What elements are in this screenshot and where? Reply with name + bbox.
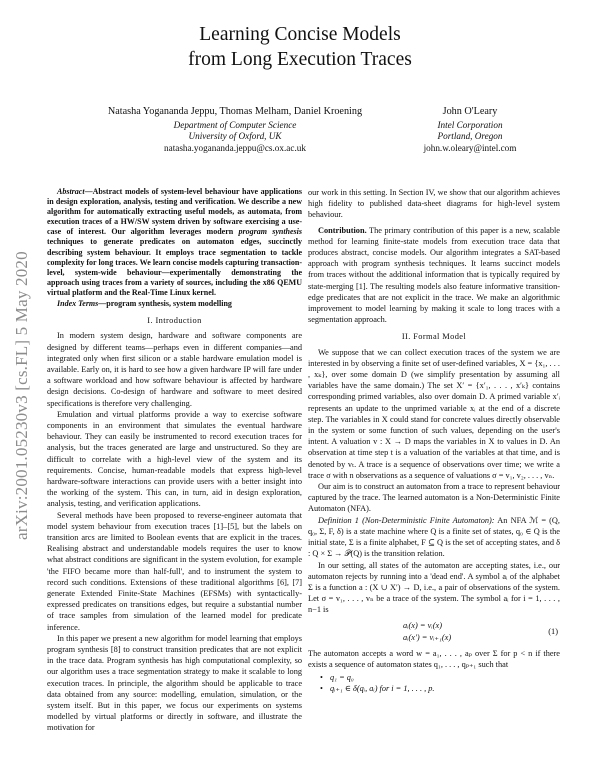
author-email: natasha.yogananda.jeppu@cs.ox.ac.uk	[164, 142, 306, 153]
index-terms	[47, 299, 302, 309]
author-org: University of Oxford, UK	[188, 131, 282, 142]
index-terms-text: —program synthesis, system modelling	[98, 299, 232, 309]
abstract-lead: Abstract	[57, 187, 85, 196]
paragraph: our work in this setting. In Section IV, we show that our algorithm achieves high fidelity to published data-sheet diagrams for high-level system behaviour.	[308, 188, 560, 220]
equation-1	[308, 620, 560, 644]
definition-lead: Definition 1 (Non-Deterministic Finite Automaton):	[318, 515, 495, 525]
title-line-2: from Long Execution Traces	[188, 49, 412, 70]
paper-title	[0, 22, 600, 72]
author-names: John O'Leary	[442, 106, 498, 117]
author-block-oxford	[70, 106, 400, 154]
paragraph: We suppose that we can collect execution traces of the system we are interested in by observing a finite set of user-defined variables, X = {x₁, . . . , xₖ}, over some domain D (we simplify presentation by assuming all variables have the same domain.) The set X′ = {x′₁, . . . , x′ₖ} contains corresponding primed variables, also over domain D. A primed variable x′ᵢ represents an update to the unprimed variable xᵢ at the end of a discrete step. The variables in X could stand for concrete values directly observable in the system or some function of such values, depending on the user's intent. A valuation v : X → D maps the variables in X to values in D. An observation at time step t is a valuation of the variables at that time, and is denoted by vₜ. A trace is a sequence of observations over time; we write a trace σ with n observations as a sequence of valuations σ = v₁, v₂, . . . , vₙ.	[308, 347, 560, 480]
author-dept: Department of Computer Science	[173, 119, 297, 130]
author-dept: Intel Corporation	[437, 119, 503, 130]
abstract-text-2: techniques to generate predicates on automaton edges, succinctly describing system behaviour. It employs trace segmentation to tackle complexity for long traces. We learn concise models capturing transaction-level, system-wide behaviour—experimentally demonstrating the approach using traces from a variety of sources, including the x86 QEMU virtual platform and the Real-Time Linux kernel.	[47, 237, 302, 297]
left-column	[47, 187, 302, 734]
definition-paragraph	[308, 515, 560, 560]
index-terms-lead: Index Terms	[57, 299, 99, 309]
title-line-1: Learning Concise Models	[199, 24, 401, 45]
definition-text: An NFA ℳ = (Q, q₀, Σ, F, δ) is a state machine where Q is a finite set of states, q₀ ∈ Q is the initial state, Σ is a finite alphabet, F ⊆ Q is the set of accepting states, and δ : Q × Σ → 𝒫(Q) is the transition relation.	[308, 515, 560, 559]
equation-line: aᵢ(x′) = vᵢ₊₁(x)	[403, 632, 452, 642]
author-block-intel	[400, 106, 540, 154]
paragraph: The automaton accepts a word w = a₁, . . . , aₚ over Σ for p < n if there exists a sequence of automaton states q₁, . . . , qₚ₊₁ such that	[308, 648, 560, 669]
condition-list	[320, 672, 560, 694]
equation-number: (1)	[548, 626, 558, 636]
author-email: john.w.oleary@intel.com	[423, 142, 517, 153]
contribution-paragraph	[308, 225, 560, 326]
right-column	[308, 187, 560, 694]
arxiv-stamp: arXiv:2001.05230v3 [cs.FL] 5 May 2020	[12, 251, 31, 540]
contribution-text: The primary contribution of this paper is a new, scalable method for learning finite-state models from execution trace data that produces abstract, concise models. Our algorithm integrates a SAT-based approach with program synthesis techniques. It learns succinct models from traces without the additional information that is typically required by state-merging [1]. The resulting models also feature informative transition-edge predicates that are not explicit in the trace. We make an algorithmic improvement to model learning by making it scale to long traces with a segmentation approach.	[308, 225, 560, 325]
paragraph: In our setting, all states of the automaton are accepting states, i.e., our automaton rejects by running into a 'dead end'. A symbol aᵢ of the alphabet Σ is a function a : (X ∪ X′) → D, i.e., a pair of observations of the system. Let σ = v₁, . . . , vₙ be a trace of the system. The symbol aᵢ for i = 1, . . . , n−1 is	[308, 560, 560, 615]
contribution-lead: Contribution.	[318, 225, 367, 235]
paragraph: Several methods have been proposed to reverse-engineer automata that model system behaviour from execution traces [1]–[5], but the labels on transition arcs are limited to Boolean events that are explicit in the traces. Realising abstract and understandable models requires the user to know what abstract conditions are significant in the system evolution, for example 'the FIFO became more than half-full', and to instrument the system to record such conditions. Extensions of these traditional algorithms [6], [7] generate Extended Finite-State Machines (EFSMs) with syntactically-expressed predicates on transitions edges, but require a substantial number of trace samples from simulation of the learned model for predicate inference.	[47, 510, 302, 632]
author-org: Portland, Oregon	[437, 131, 503, 142]
abstract-text: —Abstract models of system-level behaviour have applications in design exploration, analysis, testing and verification. We describe a new algorithm for automatically extracting useful models, as automata, from execution traces of a HW/SW system driven by software exercising a use-case of interest. Our algorithm leverages modern	[47, 187, 302, 237]
section-heading-formal-model: II. Formal Model	[401, 332, 467, 342]
paragraph: In this paper we present a new algorithm for model learning that employs program synthesis [8] to construct transition predicates that are not explicit in the trace data. Program synthesis has high computational complexity, so our algorithm uses a trace segmentation strategy to make it scalable to long execution traces. In principle, the algorithm should be applicable to trace data obtained from any source: modelling, emulation, simulation, or the system itself. But in this paper, we focus our experiments on systems modelled by virtual platforms or directly in software, and illustrate the motivation for	[47, 633, 302, 733]
list-item: • qᵢ₊₁ ∈ δ(qᵢ, aᵢ) for i = 1, . . . , p.	[320, 683, 560, 694]
section-heading-introduction: I. Introduction	[147, 316, 202, 326]
abstract-emph: program synthesis	[238, 227, 302, 237]
list-item: • q₁ = q₀	[320, 672, 560, 683]
paragraph: In modern system design, hardware and software components are designed by different teams—perhaps even in different companies—and integrated only when first silicon or a stable hardware emulation model is available. Early on, it is hard to see how a given hardware IP will fare under a software workload and how software behaviour is affected by hardware design decisions. Co-design of hardware and software to meet desired specifications is therefore very challenging.	[47, 331, 302, 408]
author-names: Natasha Yogananda Jeppu, Thomas Melham, Daniel Kroening	[107, 106, 363, 117]
equation-line: aᵢ(x) = vᵢ(x)	[403, 620, 442, 630]
paragraph: Our aim is to construct an automaton from a trace to represent behaviour captured by the trace. The learned automaton is a Non-Deterministic Finite Automaton (NFA).	[308, 482, 560, 514]
paragraph: Emulation and virtual platforms provide a way to exercise software components in an environment that simulates the eventual hardware behaviour. They can easily be instrumented to record execution traces for analysis, but the traces generated are large and unstructured. So they are difficult to correlate with a high-level view of the system and its requirements. Concise, human-readable models that express high-level hardware-software interactions can provide users with a better insight into the working of the system. This can, in turn, aid in design exploration, analysis, testing, and verification applications.	[47, 409, 302, 509]
abstract	[47, 187, 302, 298]
